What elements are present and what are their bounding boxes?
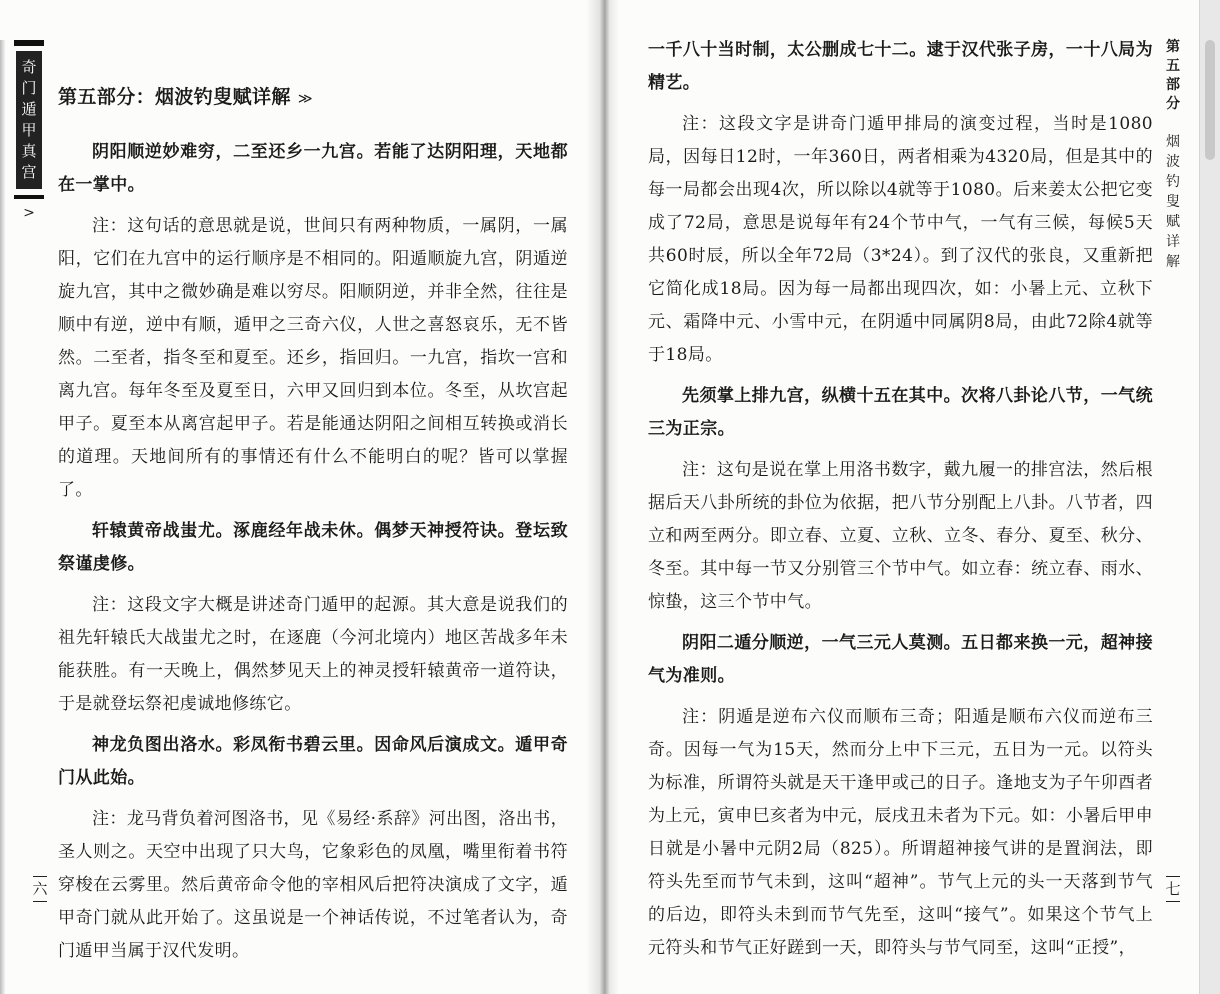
right-paragraphs bbox=[648, 34, 1153, 965]
left-paragraphs bbox=[58, 136, 568, 968]
section-title-text: 第五部分：烟波钓叟赋详解 bbox=[58, 86, 291, 108]
annotation-paragraph: 注：这段文字是讲奇门遁甲排局的演变过程，当时是1080局，因每日12时，一年360日，两者相乘为4320局，但是其中的每一局都会出现4次，所以除以4就等于1080。后来姜太公把它变成了72局，意思是说每年有24个节中气，一气有三候，每候5天共60时辰，所以全年72局（3*24）。到了汉代的张良，又重新把它简化成18局。因为每一局都出现四次，如：小暑上元、立秋下元、霜降中元、小雪中元，在阴遁中同属阴8局，由此72除4就等于18局。 bbox=[648, 114, 1153, 365]
verse-paragraph: 神龙负图出洛水。彩凤衔书碧云里。因命风后演成文。遁甲奇门从此始。 bbox=[58, 735, 568, 788]
right-page-number bbox=[1163, 872, 1183, 906]
verse-paragraph: 阴阳顺逆妙难穷，二至还乡一九宫。若能了达阴阳理，天地都在一掌中。 bbox=[58, 142, 568, 195]
left-page bbox=[0, 0, 600, 994]
section-title bbox=[58, 82, 568, 114]
book-gutter bbox=[586, 0, 620, 994]
banner-arrow: > bbox=[23, 205, 35, 221]
verse-paragraph: 阴阳二遁分顺逆，一气三元人莫测。五日都来换一元，超神接气为准则。 bbox=[648, 633, 1153, 686]
annotation-paragraph: 注：这句话的意思就是说，世间只有两种物质，一属阴，一属阳，它们在九宫中的运行顺序是不相同的。阳遁顺旋九宫，阴遁逆旋九宫，其中之微妙确是难以穷尽。阳顺阴逆，并非全然，往往是顺中有逆，逆中有顺，遁甲之三奇六仪，人世之喜怒哀乐，无不皆然。二至者，指冬至和夏至。还乡，指回归。一九宫，指坎一宫和离九宫。每年冬至及夏至日，六甲又回归到本位。冬至，从坎宫起甲子。夏至本从离宫起甲子。若是能通达阴阳之间相互转换或消长的道理。天地间所有的事情还有什么不能明白的呢？皆可以掌握了。 bbox=[58, 216, 568, 500]
scrollbar[interactable] bbox=[1199, 0, 1220, 994]
banner-label: 奇 门 遁 甲 真 宫 bbox=[16, 51, 42, 189]
page-number-text: 六 bbox=[32, 880, 48, 898]
header-part: 第 五 部 分 bbox=[1166, 39, 1180, 112]
left-page-number bbox=[30, 872, 50, 906]
annotation-paragraph: 注：这段文字大概是讲述奇门遁甲的起源。其大意是说我们的祖先轩辕氏大战蚩尤之时，在逐鹿（今河北境内）地区苦战多年未能获胜。有一天晚上，偶然梦见天上的神灵授轩辕黄帝一道符诀，于是就登坛祭祀虔诚地修练它。 bbox=[58, 595, 568, 714]
page-edge bbox=[0, 40, 6, 994]
verse-paragraph: 一千八十当时制，太公删成七十二。逮于汉代张子房，一十八局为精艺。 bbox=[648, 40, 1153, 93]
header-title: 烟 波 钓 叟 赋 详 解 bbox=[1166, 134, 1180, 270]
right-page bbox=[600, 0, 1220, 994]
banner-rule bbox=[14, 195, 44, 199]
right-page-text bbox=[648, 34, 1153, 965]
annotation-paragraph: 注：阴遁是逆布六仪而顺布三奇；阳遁是顺布六仪而逆布三奇。因每一气为15天，然而分上中下三元，五日为一元。以符头为标准，所谓符头就是天干逢甲或己的日子。逢地支为子午卯酉者为上元，寅申巳亥者为中元，辰戌丑未者为下元。如：小暑后甲申日就是小暑中元阴2局（825）。所谓超神接气讲的是置润法，即符头先至而节气未到，这叫“超神”。节气上元的头一天落到节气的后边，即符头未到而节气先至，这叫“接气”。如果这个节气上元符头和节气正好蹉到一天，即符头与节气同至，这叫“正授”， bbox=[648, 707, 1153, 958]
verse-paragraph: 先须掌上排九宫，纵横十五在其中。次将八卦论八节，一气统三为正宗。 bbox=[648, 386, 1153, 439]
left-side-banner bbox=[14, 40, 44, 221]
verse-paragraph: 轩辕黄帝战蚩尤。涿鹿经年战未休。偶梦天神授符诀。登坛致祭谨虔修。 bbox=[58, 521, 568, 574]
annotation-paragraph: 注：这句是说在掌上用洛书数字，戴九履一的排宫法，然后根据后天八卦所统的卦位为依据，把八节分别配上八卦。八节者，四立和两至两分。即立春、立夏、立秋、立冬、春分、夏至、秋分、冬至。其中每一节又分别管三个节中气。如立春：统立春、雨水、惊蛰，这三个节中气。 bbox=[648, 460, 1153, 612]
page-number-text: 七 bbox=[1165, 880, 1181, 898]
title-mark: ≫ bbox=[297, 91, 313, 107]
left-page-text bbox=[58, 82, 568, 968]
right-running-header bbox=[1160, 38, 1186, 272]
annotation-paragraph: 注：龙马背负着河图洛书，见《易经·系辞》河出图，洛出书，圣人则之。天空中出现了只大鸟，它象彩色的凤凰，嘴里衔着书符穿梭在云雾里。然后黄帝命令他的宰相风后把符决演成了文字，遁甲奇门就从此开始了。这虽说是一个神话传说，不过笔者认为，奇门遁甲当属于汉代发明。 bbox=[58, 809, 568, 961]
banner-rule bbox=[14, 40, 44, 46]
scrollbar-thumb[interactable] bbox=[1205, 40, 1215, 160]
